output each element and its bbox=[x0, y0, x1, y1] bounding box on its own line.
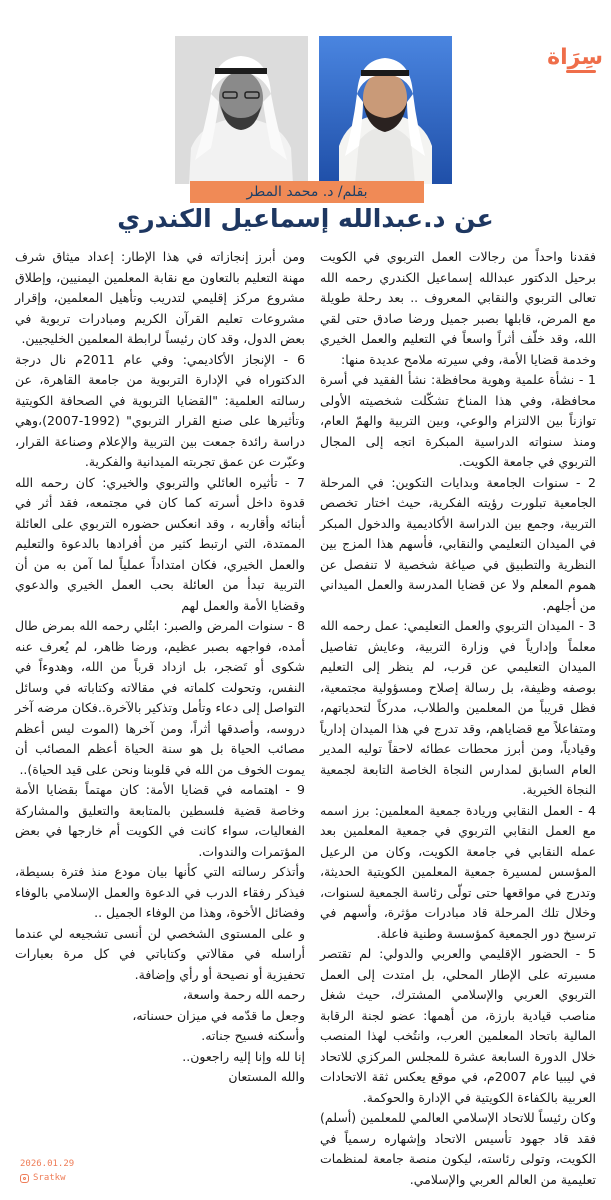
closing-line: وأسكنه فسيح جناته. bbox=[201, 1028, 305, 1043]
closing-line: وجعل ما قدّمه في ميزان حسناته، bbox=[132, 1007, 305, 1023]
brand-logo bbox=[547, 44, 603, 80]
paragraph: و على المستوى الشخصي لن أنسى تشجيعه لي عندما أراسله في مقالاتي وكتاباتي في كل مرة بعبارات تحفيزية أو نصيحة أو رأي وإضافة. bbox=[15, 925, 305, 982]
header bbox=[0, 0, 611, 233]
author-photo-writer bbox=[175, 36, 308, 184]
closing-line: رحمه الله رحمة واسعة، bbox=[182, 987, 305, 1002]
paragraph: وكان رئيساً للاتحاد الإسلامي العالمي للمعلمين (أسلم) فقد قاد جهود تأسيس الاتحاد وإشهاره رسمياً في الكويت، وتولى رئاسته، ليكون منصة جامعة لمنظمات تعليمية من العالم العربي والإسلامي. bbox=[320, 1110, 596, 1187]
footer-date-row bbox=[20, 1157, 140, 1171]
paragraph: 3 - الميدان التربوي والعمل التعليمي: عمل رحمه الله معلماً وإدارياً في وزارة التربية، وعايش تفاصيل الميدان التعليمي عن قرب، لم ينظر إلى التعليم بوصفه وظيفة، بل رسالة إصلاح ومسؤولية مجتمعية، فظل قريباً من المعلمين والطلاب، مدركاً لتحدياتهم، ومتفاعلاً مع قضاياهم، وقد تدرج في هذا الميدان إدارياً وقيادياً، ومن أبرز محطات عطائه لاحقاً توليه المدير العام السابق لمدارس النجاة الخاصة التابعة لجمعية النجاة الخيرية. bbox=[320, 618, 596, 797]
paragraph: 2 - سنوات الجامعة وبدايات التكوين: في المرحلة الجامعية تبلورت رؤيته الفكرية، حيث اختار تخصص التربية، وجمع بين الدراسة الأكاديمية والدخول المبكر في الميدان التعليمي والنقابي، فأسهم هذا المزج بين النظرية والتطبيق في صياغة شخصية لا تنفصل عن هموم المعلم ولا عن قضايا المدرسة والعمل الميداني من أجلهم. bbox=[320, 474, 596, 613]
paragraph: 4 - العمل النقابي وريادة جمعية المعلمين: برز اسمه مع العمل النقابي التربوي في جمعية المعلمين بعد عمله النقابي في جامعة الكويت، وكان من الرعيل المؤسس لمسيرة جمعية المعلمين الكويتية الحديثة، وتدرج في مواقعها حتى تولّى رئاسة الجمعية لسنوات، وخلال تلك المرحلة قاد مبادرات مؤثرة، وأسهم في ترسيخ دور الجمعية كمؤسسة وطنية فاعلة. bbox=[320, 802, 596, 941]
paragraph: 5 - الحضور الإقليمي والعربي والدولي: لم تقتصر مسيرته على الإطار المحلي، بل امتدت إلى العمل التربوي العربي والإسلامي المشترك، حيث شغل مناصب قيادية بارزة، من أهمها: عضو لجنة الرقابة المالية باتحاد المعلمين العرب، وانتُخب لهذا المنصب خلال الدورة السابعة عشرة للمجلس المركزي للاتحاد في ليبيا عام 2007م، في موقع يعكس ثقة الاتحادات العربية بالكفاءة الكويتية في الإدارة والحوكمة. bbox=[320, 946, 596, 1105]
portrait-subject-image bbox=[319, 36, 452, 184]
closing-line: والله المستعان bbox=[228, 1069, 305, 1084]
publish-date: 2026.01.29 bbox=[20, 1159, 75, 1169]
paragraph: 8 - سنوات المرض والصبر: ابتُلي رحمه الله بمرض طال أمده، فواجهه بصبر عظيم، ورضا ظاهر، لم يُعرف عنه شكوى أو تَضجر، بل ازداد قرباً من الله، وهدوءاً في النفس، وتحولت كلماته في مقالاته وكتاباته في وسائل التواصل إلى دعاء وتأمل وتذكير بالآخرة..فكان مرضه آخر دروسه، وأصدقها أثراً، ومن آخرها (الموت ليس أعظم مصائب الحياة بل هو سنة الحياة أعظم المصائب أن يموت الخوف من الله في قلوبنا ونحن على قيد الحياة).. bbox=[15, 618, 305, 777]
paragraph: 7 - تأثيره العائلي والتربوي والخيري: كان رحمه الله قدوة داخل أسرته كما كان في مجتمعه، فقد أثر في أبنائه وأقاربه ، وقد انعكس حضوره التربوي على العائلة الممتدة، التي ارتبط كثير من أفرادها بالدعوة والتعليم والعمل الخيري، فكان امتداداً عملياً لما آمن به من أن التربية تبدأ من العائلة بحب العمل الخيري والدعوي وقضايا الأمة والعمل لهم bbox=[15, 474, 305, 613]
logo-text: سِرَاة bbox=[547, 45, 603, 70]
article-column-left bbox=[15, 247, 305, 1088]
social-handle: Sratkw bbox=[33, 1173, 66, 1183]
footer-social-row bbox=[20, 1171, 140, 1185]
author-byline: بقلم/ د. محمد المطر bbox=[190, 181, 424, 203]
paragraph: وأتذكر رسالته التي كأنها بيان مودع منذ فترة بسيطة، فيذكر رفقاء الدرب في الدعوة والعمل الإسلامي بالوفاء وفضائل الأخوة، وهذا من الوفاء الجميل .. bbox=[15, 864, 305, 920]
article-title: عن د.عبدالله إسماعيل الكندري bbox=[117, 204, 494, 233]
portrait-writer-image bbox=[175, 36, 308, 184]
paragraph: 6 - الإنجاز الأكاديمي: وفي عام 2011م نال درجة الدكتوراه في الإدارة التربوية من جامعة القاهرة، عن رسالته العلمية: "القضايا التربوية في الصحافة الكويتية وتأثيرها على صنع القرار التربوي" (1992-2007)،وهي دراسة رائدة جمعت بين التربية والإعلام وصناعة القرار، وعبّرت عن عمق تجربته الميدانية والفكرية. bbox=[15, 351, 306, 469]
paragraph: فقدنا واحداً من رجالات العمل التربوي في الكويت برحيل الدكتور عبدالله إسماعيل الكندري رحمه الله تعالى التربوي والنقابي المعروف .. بعد رحلة طويلة مع المرض، قابلها بصبر جميل ورضا صادق حتى لقي الله، وقد خلّف أثراً واسعاً في التعليم والعمل الخيري وخدمة قضايا الأمة، وفي سيرته ملامح عديدة منها: bbox=[320, 249, 596, 367]
paragraph: ومن أبرز إنجازاته في هذا الإطار: إعداد ميثاق شرف مهنة التعليم بالتعاون مع نقابة المعلمين اليمنيين، وإطلاق مشروع مركز إقليمي لتدريب وتأهيل المعلمين، وإقرار مشروعات تعليم القرآن الكريم ومبادرات تربوية في بعض الدول، وقد كان رئيساً لرابطة المعلمين الخليجيين. bbox=[15, 249, 305, 346]
paragraph: 1 - نشأة علمية وهوية محافظة: نشأ الفقيد في أسرة محافظة، وفي هذا المناخ تشكّلت شخصيته الأولى توازناً بين الالتزام والوعي، وبين التربية والهمّ العام، ومنذ سنواته الدراسية المبكرة اتجه إلى المجال التربوي في جامعة الكويت. bbox=[320, 372, 596, 469]
article-column-right bbox=[320, 247, 596, 1190]
author-photo-subject bbox=[319, 36, 452, 184]
paragraph: 9 - اهتمامه في قضايا الأمة: كان مهتماً بقضايا الأمة وخاصة قضية فلسطين بالمتابعة والتعليق والمشاركة الفعاليات، سواء كانت في الكويت أم خارجها في بعض المؤتمرات والندوات. bbox=[15, 782, 305, 859]
instagram-icon bbox=[20, 1174, 29, 1183]
footer bbox=[20, 1157, 140, 1185]
closing-line: إنا لله وإنا إليه راجعون.. bbox=[182, 1048, 305, 1064]
